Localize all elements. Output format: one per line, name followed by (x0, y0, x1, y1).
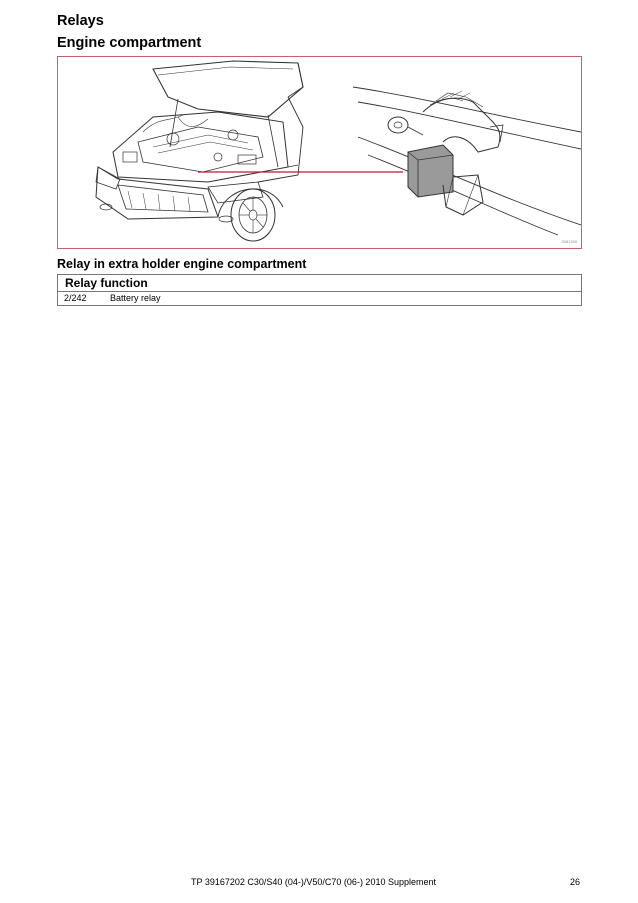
relay-table (57, 274, 582, 306)
table-header-row (58, 275, 582, 292)
car-drawing (96, 61, 303, 241)
table-row (58, 292, 582, 306)
relay-holder-drawing (353, 87, 581, 235)
footer-text: TP 39167202 C30/S40 (04-)/V50/C70 (06-) 2010 Supplement (191, 877, 436, 887)
relay-function: Battery relay (104, 292, 582, 306)
page-title: Relays (57, 13, 104, 29)
table-header: Relay function (58, 275, 582, 292)
relay-id: 2/242 (58, 292, 105, 306)
page-subtitle: Engine compartment (57, 35, 202, 51)
section-title: Relay in extra holder engine compartment (57, 257, 307, 271)
page-number: 26 (570, 877, 581, 887)
engine-compartment-illustration (57, 56, 582, 249)
figure-code: 3081290 (561, 239, 577, 244)
